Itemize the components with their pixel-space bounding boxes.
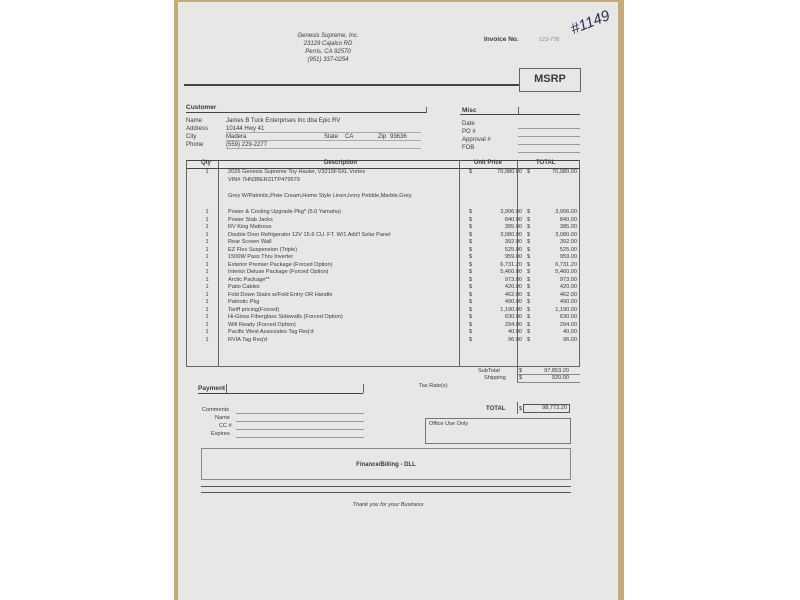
handwritten-note: #1149 (568, 7, 613, 38)
line-item-description: Arctic Package** (228, 276, 270, 283)
line-item-total: 630.00 (559, 314, 577, 320)
main-item-qty: 1 (205, 169, 209, 175)
currency-symbol: $ (469, 246, 473, 253)
currency-symbol: $ (469, 336, 473, 343)
line-item-unit-price: 6,731.20 (500, 261, 522, 268)
finance-box (201, 448, 571, 480)
line-item-description: Interior Deluxe Package (Forced Option) (228, 269, 329, 275)
payment-rule-tick (226, 384, 227, 393)
customer-city-label: City (186, 134, 197, 140)
currency-symbol: $ (527, 231, 531, 238)
shipping-underline (517, 382, 580, 383)
line-item-unit-price: 385.00 (504, 224, 522, 230)
line-item-total: 3,080.00 (555, 231, 577, 238)
invoice-number: 123-778 (539, 37, 560, 43)
misc-underline-2 (518, 136, 580, 137)
line-item-unit-price: 392.00 (504, 239, 522, 245)
line-item-total: 3,906.00 (555, 209, 577, 215)
currency-symbol: $ (469, 314, 473, 320)
payment-rule-end (363, 384, 364, 393)
currency-symbol: $ (527, 261, 531, 268)
line-item (186, 284, 586, 292)
customer-phone-label: Phone (186, 142, 204, 148)
line-item-unit-price: 96.00 (508, 336, 522, 343)
currency-symbol: $ (469, 321, 473, 328)
line-item-description: Tariff pricing(Forced) (228, 306, 280, 313)
currency-symbol: $ (469, 231, 473, 238)
customer-phone-value: (559) 229-2277 (226, 142, 268, 148)
office-use-box (425, 418, 571, 444)
line-item-unit-price: 420.00 (504, 284, 522, 290)
line-item-description: Pacific West Associates Tag Req'd (228, 329, 314, 335)
line-item-unit-price: 40.00 (508, 329, 522, 335)
payment-section-label: Payment (198, 385, 226, 392)
currency-symbol: $ (527, 314, 531, 320)
color-note: Grey W/Patriotic,Pixie Cream,Home Style Linen,Ivory Pebble,Marble,Grey. (228, 193, 413, 199)
currency-symbol: $ (527, 224, 531, 230)
customer-name-row (186, 117, 426, 125)
line-item-total: 294.00 (559, 321, 577, 328)
currency-symbol: $ (527, 239, 531, 245)
misc-rule-tick (518, 107, 519, 114)
line-item-unit-price: 462.00 (504, 291, 522, 298)
line-item-unit-price: 3,080.00 (500, 231, 522, 238)
vendor-address-line2: Perris, CA 92570 (305, 49, 351, 55)
line-item-qty: 1 (205, 299, 209, 305)
shipping-value: 920.00 (551, 375, 569, 381)
main-item-vin: VIN# 7HN3BER31TP479579 (228, 176, 300, 183)
line-item-description: Exterior Premier Package (Forced Option) (228, 261, 333, 268)
currency-symbol: $ (469, 254, 473, 260)
line-item-total: 96.00 (563, 336, 577, 343)
vendor-phone: (951) 337-0254 (307, 57, 349, 63)
line-item-qty: 1 (205, 216, 209, 223)
line-item-qty: 1 (205, 246, 209, 253)
customer-zip-label: Zip (378, 134, 387, 140)
main-item-row (186, 169, 586, 177)
subtotal-label: SubTotal (478, 368, 500, 374)
line-item-unit-price: 5,460.00 (500, 269, 522, 275)
line-item-description: Double Door Refrigerator 12V 15.6 CU. FT. W/1 Add'l Solar Panel (228, 231, 391, 238)
line-item-total: 525.00 (559, 246, 577, 253)
expires-label: Expires (211, 431, 230, 437)
line-item (186, 277, 586, 285)
vendor-address-line1: 23129 Cajalco RD (303, 41, 353, 47)
shipping-label: Shipping (484, 375, 506, 381)
total-header: TOTAL (536, 160, 556, 166)
customer-name-value: James B Tuck Enterprises Inc dba Epic RV (226, 118, 341, 124)
line-item-total: 40.00 (563, 329, 577, 335)
line-item-description: Hi-Gloss Fiberglass Sidewalls (Forced Option) (228, 314, 343, 320)
misc-section-label: Misc (462, 107, 477, 114)
line-item-total: 6,731.20 (555, 261, 577, 268)
main-item-description: 2026 Genesis Supreme Toy Hauler, V3215FSXL Vortex (228, 169, 366, 175)
currency-symbol: $ (469, 209, 473, 215)
line-item-unit-price: 490.00 (504, 299, 522, 305)
line-item-description: RV King Mattress (228, 224, 272, 230)
misc-fob-label: FOB (462, 145, 475, 151)
line-item-description: Fold Down Stairs w/Fold Entry OR Handle (228, 291, 333, 298)
line-item (186, 224, 586, 232)
invoice-sheet (178, 2, 618, 600)
line-item (186, 299, 586, 307)
currency-symbol: $ (527, 269, 531, 275)
comments-underline (236, 413, 364, 414)
cc-label: CC # (219, 423, 232, 429)
currency-symbol: $ (469, 306, 473, 313)
line-item-unit-price: 959.00 (504, 254, 522, 260)
currency-symbol: $ (469, 276, 473, 283)
customer-address-label: Address (186, 126, 209, 132)
currency-symbol: $ (519, 375, 523, 381)
line-item-qty: 1 (205, 329, 209, 335)
misc-underline-1 (518, 128, 580, 129)
vendor-block (268, 32, 388, 64)
misc-underline-4 (518, 152, 580, 153)
line-item (186, 307, 586, 315)
line-item-description: Wifi Ready (Forced Option) (228, 321, 296, 328)
line-item-total: 392.00 (559, 239, 577, 245)
currency-symbol: $ (527, 246, 531, 253)
currency-symbol: $ (469, 261, 473, 268)
misc-rule (460, 114, 580, 115)
line-item-qty: 1 (205, 269, 209, 275)
line-item-description: Rear Screen Wall (228, 239, 272, 245)
line-item (186, 209, 586, 217)
grand-total-box (523, 404, 570, 413)
customer-name-label: Name (186, 118, 203, 124)
name-underline (236, 421, 364, 422)
line-item-qty: 1 (205, 306, 209, 313)
customer-zip-value: 93636 (390, 134, 407, 140)
line-item-description: Patio Cables (228, 284, 260, 290)
line-item (186, 322, 586, 330)
line-item-qty: 1 (205, 314, 209, 320)
customer-underline-3 (226, 148, 421, 149)
customer-state-value: CA (345, 134, 354, 140)
line-item-description: Patriotic Pkg (228, 299, 260, 305)
cc-underline (236, 429, 364, 430)
currency-symbol: $ (527, 254, 531, 260)
table-bottom-rule (186, 366, 580, 367)
expires-underline (236, 437, 364, 438)
line-item (186, 247, 586, 255)
line-item (186, 254, 586, 262)
finance-label: Finance/Billing - DLL (356, 462, 416, 468)
customer-rule (186, 112, 426, 113)
line-item-total: 462.00 (559, 291, 577, 298)
line-item (186, 329, 586, 337)
misc-date-label: Date (462, 121, 475, 127)
currency-symbol: $ (527, 276, 531, 283)
line-item-unit-price: 1,190.00 (500, 306, 522, 313)
misc-approval-label: Approval # (462, 137, 491, 143)
customer-address-value: 10144 Hwy 41 (226, 126, 265, 132)
currency-symbol: $ (527, 169, 531, 175)
payment-name-label: Name (215, 415, 230, 421)
subtotal-underline (517, 374, 580, 375)
payment-rule (198, 393, 363, 394)
footer-rule-1 (201, 486, 571, 487)
color-note-row (186, 193, 586, 201)
line-item-qty: 1 (205, 209, 209, 215)
line-item (186, 314, 586, 322)
description-header: Description (324, 160, 358, 166)
invoice-number-label: Invoice No. (484, 36, 519, 43)
line-item-total: 5,460.00 (555, 269, 577, 275)
summary-divider (517, 366, 518, 382)
line-item-qty: 1 (205, 239, 209, 245)
line-item-qty: 1 (205, 224, 209, 230)
tax-rate-label: Tax Rate(s) (419, 383, 448, 389)
line-item-unit-price: 973.00 (504, 276, 522, 283)
line-item-total: 959.00 (559, 254, 577, 260)
line-item-unit-price: 630.00 (504, 314, 522, 320)
header-rule (184, 84, 519, 86)
table-top-rule (186, 160, 580, 161)
line-item-description: 1500W Pass Thru Inverter (228, 254, 294, 260)
misc-underline-3 (518, 144, 580, 145)
line-item-qty: 1 (205, 291, 209, 298)
currency-symbol: $ (469, 224, 473, 230)
line-item-total: 840.00 (559, 216, 577, 223)
total-divider (517, 402, 518, 414)
currency-symbol: $ (469, 269, 473, 275)
vendor-name: Genesis Supreme, Inc. (297, 33, 359, 39)
line-item (186, 239, 586, 247)
grand-total-value: 98,773.20 (542, 405, 567, 411)
currency-symbol: $ (527, 329, 531, 335)
currency-symbol: $ (469, 169, 473, 175)
line-item-qty: 1 (205, 336, 209, 343)
currency-symbol: $ (519, 406, 523, 412)
line-item-total: 420.00 (559, 284, 577, 290)
line-item-description: Power & Cooling Upgrade Pkg* (5.0 Yamaha) (228, 209, 341, 215)
line-item (186, 262, 586, 270)
customer-underline-1 (226, 132, 421, 133)
line-item-unit-price: 840.00 (504, 216, 522, 223)
line-item-total: 1,190.00 (555, 306, 577, 313)
currency-symbol: $ (519, 368, 523, 374)
line-item-qty: 1 (205, 276, 209, 283)
currency-symbol: $ (469, 239, 473, 245)
customer-rule-end (426, 107, 427, 113)
customer-underline-2 (226, 140, 421, 141)
customer-state-label: State (324, 134, 339, 140)
line-item-description: EZ Flex Suspension (Triple) (228, 246, 298, 253)
currency-symbol: $ (469, 299, 473, 305)
currency-symbol: $ (527, 209, 531, 215)
customer-section-label: Customer (186, 104, 217, 111)
line-item-total: 385.00 (559, 224, 577, 230)
line-item-description: Power Stab Jacks (228, 216, 273, 223)
line-item-description: RVIA Tag Req'd (228, 336, 268, 343)
line-item-qty: 1 (205, 254, 209, 260)
line-item-qty: 1 (205, 261, 209, 268)
currency-symbol: $ (527, 299, 531, 305)
footer-rule-2 (201, 492, 571, 493)
currency-symbol: $ (469, 284, 473, 290)
main-item-total: 70,980.00 (552, 169, 577, 175)
main-item-unit-price: 70,980.00 (497, 169, 522, 175)
line-item (186, 232, 586, 240)
qty-header: Qty (201, 160, 212, 166)
currency-symbol: $ (527, 306, 531, 313)
customer-city-value: Madera (226, 134, 247, 140)
comments-label: Comments (202, 407, 230, 413)
line-item (186, 217, 586, 225)
line-item (186, 269, 586, 277)
line-item (186, 337, 586, 345)
currency-symbol: $ (527, 284, 531, 290)
line-item-total: 973.00 (559, 276, 577, 283)
line-item-qty: 1 (205, 284, 209, 290)
thank-you-note: Thank you for your Business (352, 502, 424, 508)
currency-symbol: $ (469, 329, 473, 335)
main-item-vin-row (186, 177, 586, 185)
currency-symbol: $ (527, 336, 531, 343)
line-item-unit-price: 525.00 (504, 246, 522, 253)
office-use-label: Office Use Only (429, 421, 469, 427)
line-item-total: 490.00 (559, 299, 577, 305)
subtotal-value: 97,853.20 (544, 368, 569, 374)
currency-symbol: $ (527, 291, 531, 298)
line-item-qty: 1 (205, 321, 209, 328)
misc-po-label: PO # (462, 129, 476, 135)
currency-symbol: $ (527, 216, 531, 223)
currency-symbol: $ (469, 291, 473, 298)
msrp-title: MSRP (534, 73, 566, 85)
total-label: TOTAL (486, 406, 506, 412)
line-item-qty: 1 (205, 231, 209, 238)
line-item (186, 292, 586, 300)
currency-symbol: $ (527, 321, 531, 328)
line-item-unit-price: 3,906.00 (500, 209, 522, 215)
line-item-unit-price: 294.00 (504, 321, 522, 328)
currency-symbol: $ (469, 216, 473, 223)
msrp-box (519, 68, 581, 92)
unit-price-header: Unit Price (474, 160, 503, 166)
